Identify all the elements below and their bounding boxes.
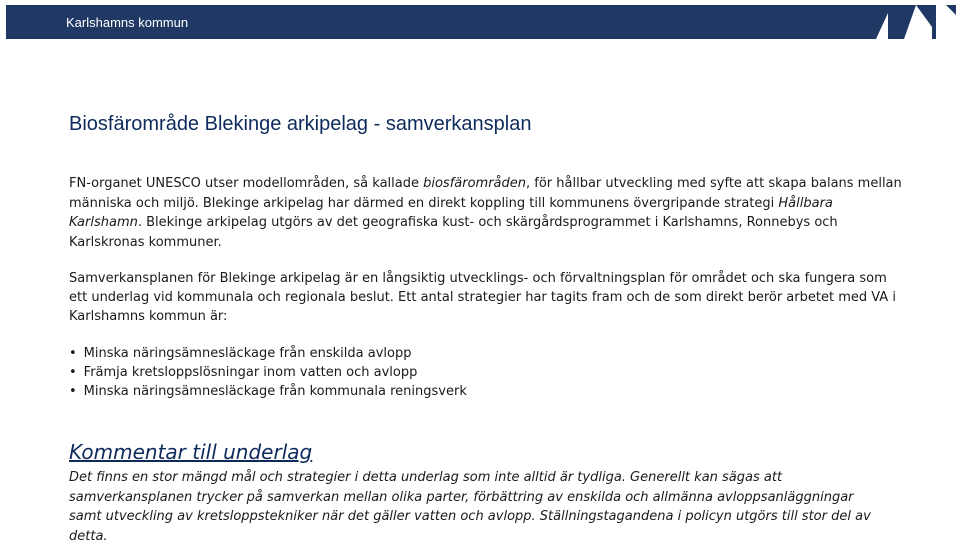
biosphere-term: biosfärområden	[423, 176, 527, 191]
strategy-item: • Främja kretsloppslösningar inom vatten och avlopp	[69, 363, 467, 382]
header-bar	[6, 5, 956, 39]
plan-paragraph: Samverkansplanen för Blekinge arkipelag är en långsiktig utvecklings- och förvaltningsplan för området och ska fungera som ett underlag vid kommunala och regionala beslut. Ett antal strategier har tagits fram och de som direkt berör arbetet med VA i Karlshamns kommun är:	[69, 271, 896, 324]
intro-text-3: . Blekinge arkipelag utgörs av det geografiska kust- och skärgårdsprogrammet i Karlshamns, Ronnebys och Karlskronas kommuner.	[69, 215, 838, 250]
strategy-list	[69, 344, 467, 401]
intro-paragraph	[69, 174, 909, 252]
comment-body: Det finns en stor mängd mål och strategier i detta underlag som inte alltid är tydliga. Generellt kan sägas att samverkansplanen trycker på samverkan mellan olika parter, förbättring av enskilda och allmänna avloppsanläggningar samt utveckling av kretsloppstekniker när det gäller vatten och avlopp. Ställningstagandena i policyn utgörs till stor del av detta.	[69, 470, 871, 544]
organization-name: Karlshamns kommun	[66, 15, 189, 30]
comment-heading: Kommentar till underlag	[69, 440, 313, 464]
municipality-logo	[870, 5, 956, 39]
strategy-name: Hållbara Karlshamn	[69, 195, 833, 230]
intro-text-1: FN-organet UNESCO utser modellområden, så kallade	[69, 176, 424, 191]
page-title: Biosfärområde Blekinge arkipelag - samverkansplan	[69, 113, 532, 135]
strategy-item: • Minska näringsämnesläckage från kommunala reningsverk	[69, 382, 467, 401]
strategy-item: • Minska näringsämnesläckage från enskilda avlopp	[69, 344, 467, 363]
intro-text-2: , för hållbar utveckling med syfte att skapa balans mellan människa och miljö. Blekinge arkipelag har därmed en direkt koppling till kommunens övergripande strategi	[69, 176, 902, 211]
